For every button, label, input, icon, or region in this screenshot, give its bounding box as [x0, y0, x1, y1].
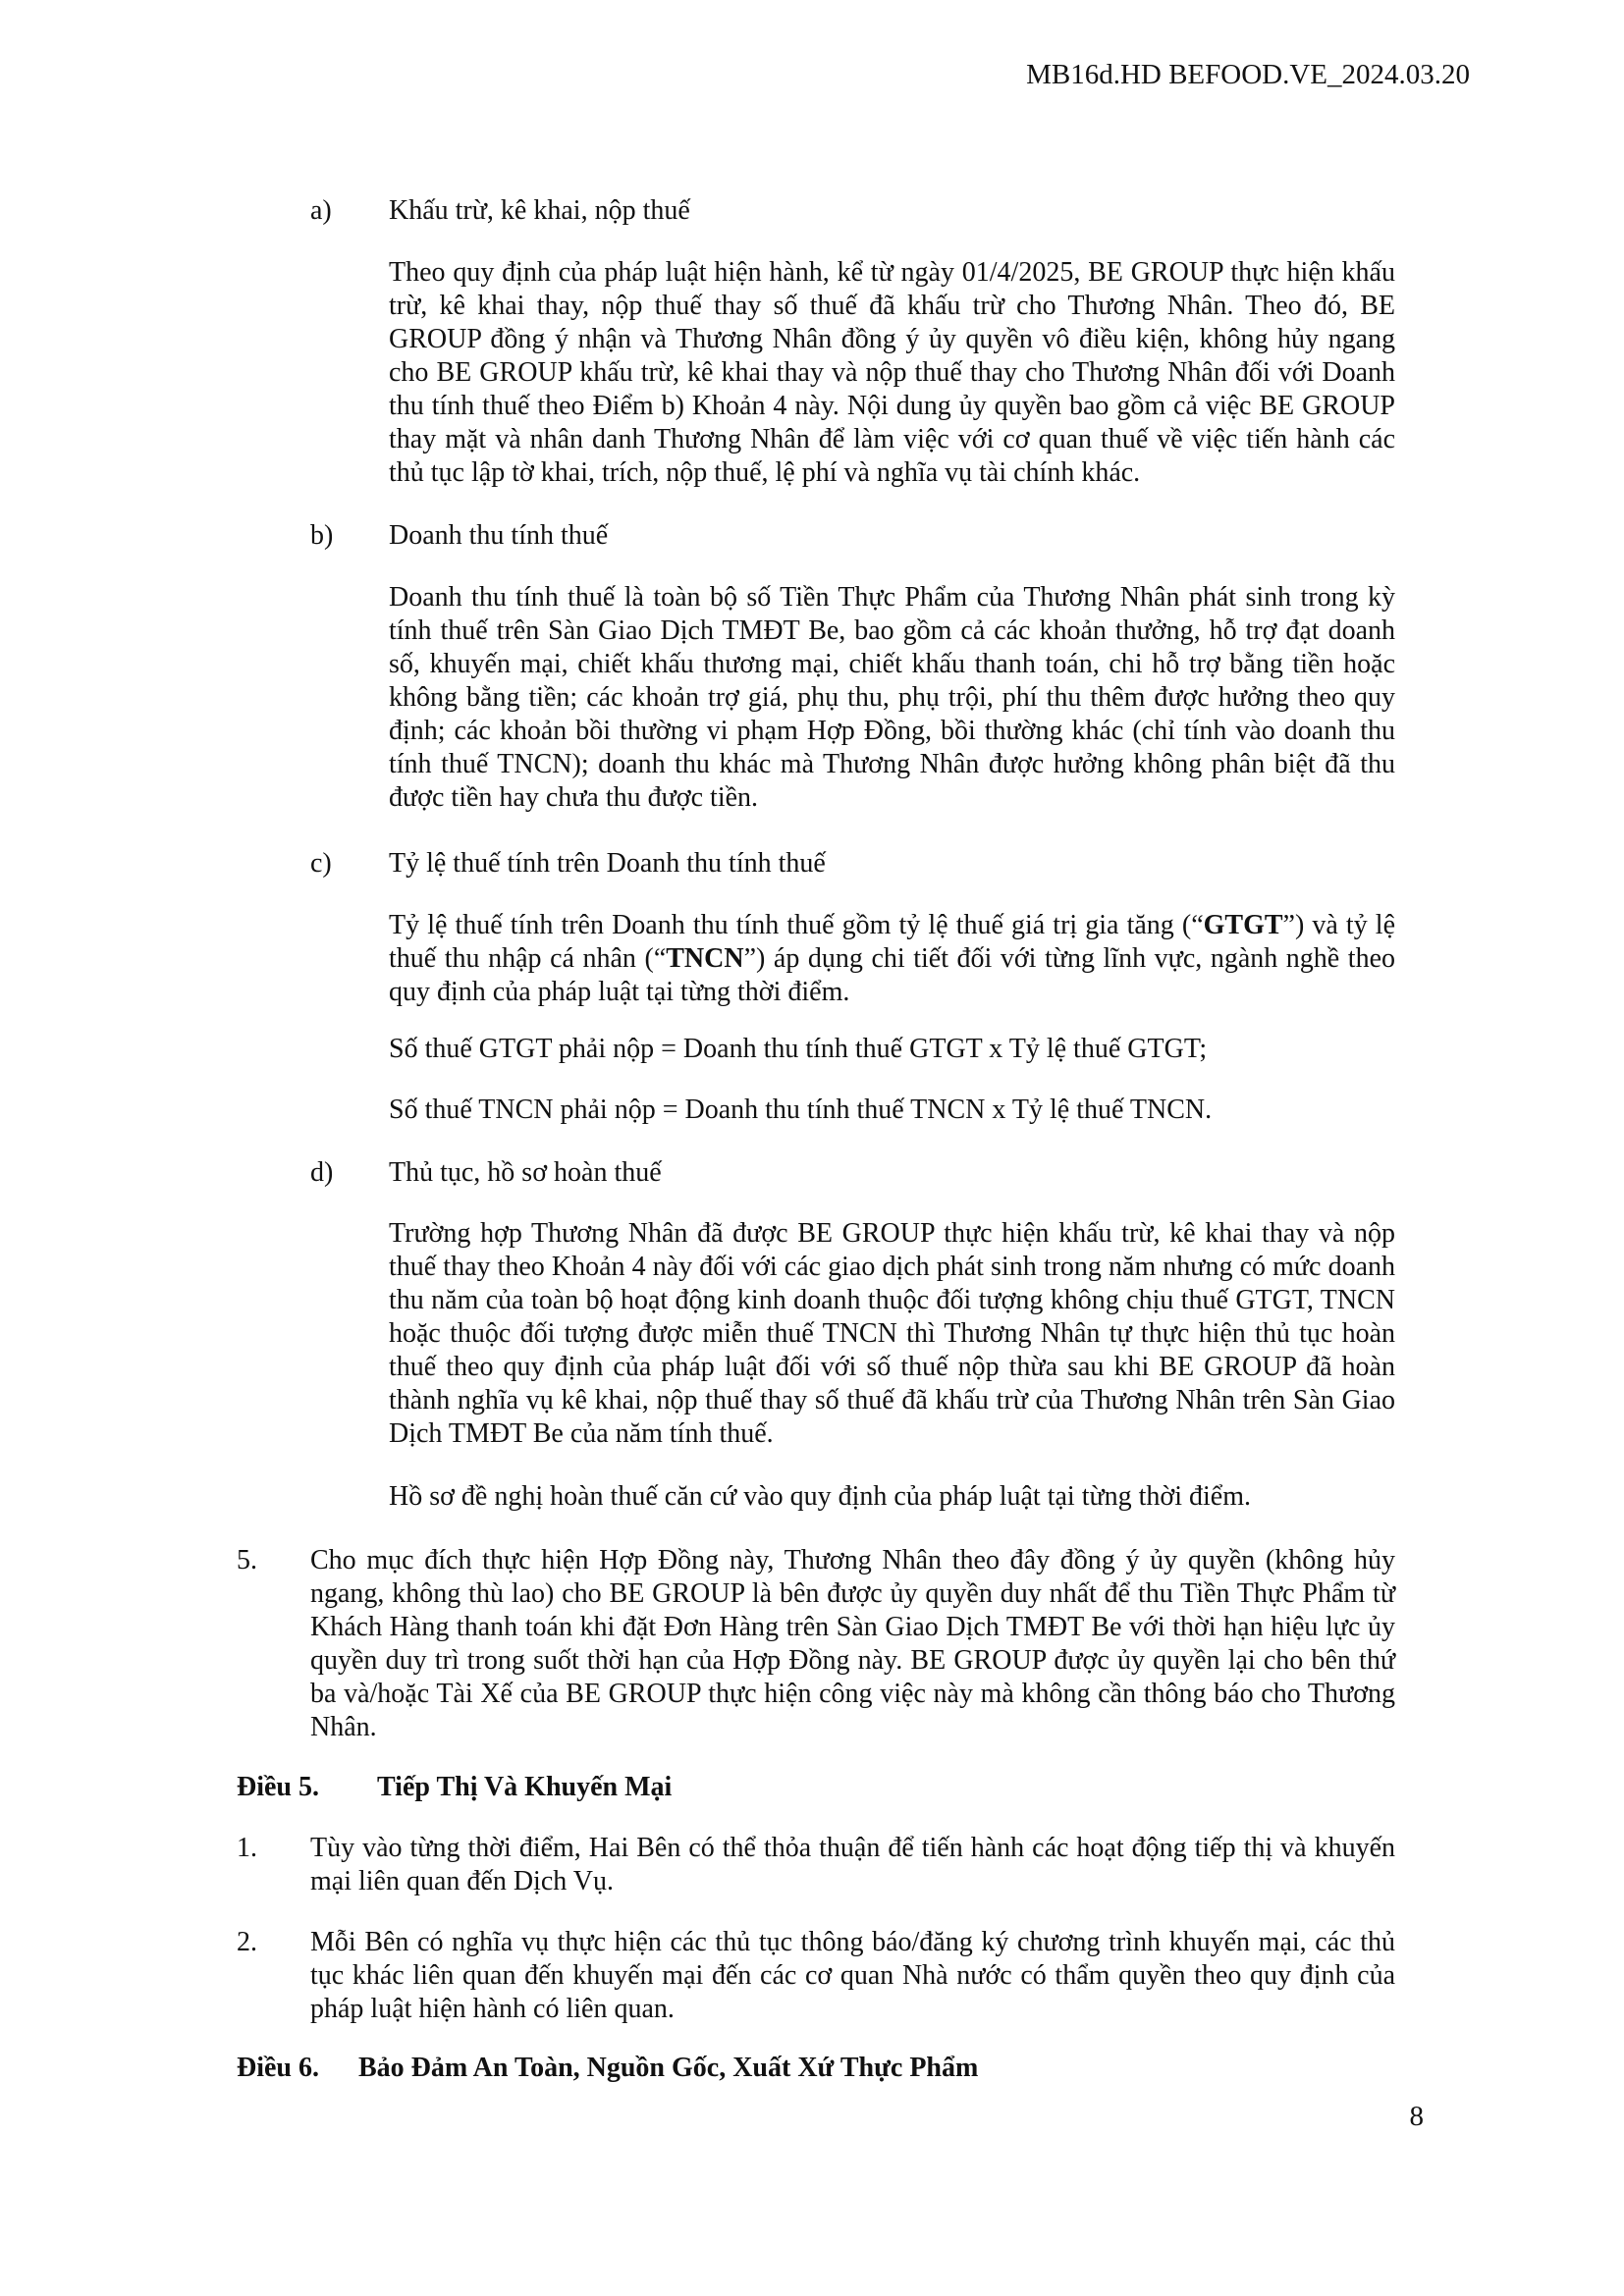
article-5-number: Điều 5. — [237, 1772, 319, 1802]
article-5-item-2-text: Mỗi Bên có nghĩa vụ thực hiện các thủ tục thông báo/đăng ký chương trình khuyến mại, các thủ tục khác liên quan đến khuyến mại đến các cơ quan Nhà nước có thẩm quyền theo quy định của pháp luật hiện hành có liên quan. — [310, 1927, 1395, 2024]
clause-5-text: Cho mục đích thực hiện Hợp Đồng này, Thương Nhân theo đây đồng ý ủy quyền (không hủy ngang, không thù lao) cho BE GROUP là bên được ủy quyền duy nhất để thu Tiền Thực Phẩm từ Khách Hàng thanh toán khi đặt Đơn Hàng trên Sàn Giao Dịch TMĐT Be với thời hạn hiệu lực ủy quyền duy trì trong suốt thời hạn của Hợp Đồng này. BE GROUP được ủy quyền lại cho bên thứ ba và/hoặc Tài Xế của BE GROUP thực hiện công việc này mà không cần thông báo cho Thương Nhân. — [310, 1545, 1395, 1742]
sub-item-c-title: Tỷ lệ thuế tính trên Doanh thu tính thuế — [389, 848, 826, 879]
sub-item-a-paragraph: Theo quy định của pháp luật hiện hành, kể từ ngày 01/4/2025, BE GROUP thực hiện khấu trừ, kê khai thay, nộp thuế thay số thuế đã khấu trừ cho Thương Nhân. Theo đó, BE GROUP đồng ý nhận và Thương Nhân đồng ý ủy quyền vô điều kiện, không hủy ngang cho BE GROUP khấu trừ, kê khai thay và nộp thuế thay cho Thương Nhân đối với Doanh thu tính thuế theo Điểm b) Khoản 4 này. Nội dung ủy quyền bao gồm cả việc BE GROUP thay mặt và nhân danh Thương Nhân để làm việc với cơ quan thuế về việc tiến hành các thủ tục lập tờ khai, trích, nộp thuế, lệ phí và nghĩa vụ tài chính khác. — [389, 257, 1395, 488]
article-5-item-2-number: 2. — [237, 1927, 257, 1957]
tncn-term: TNCN — [666, 943, 744, 974]
sub-item-c-paragraph: Tỷ lệ thuế tính trên Doanh thu tính thuế gồm tỷ lệ thuế giá trị gia tăng (“GTGT”) và tỷ lệ thuế thu nhập cá nhân (“TNCN”) áp dụng chi tiết đối với từng lĩnh vực, ngành nghề theo quy định của pháp luật tại từng thời điểm. — [389, 910, 1395, 1007]
sub-item-b-paragraph: Doanh thu tính thuế là toàn bộ số Tiền Thực Phẩm của Thương Nhân phát sinh trong kỳ tính thuế trên Sàn Giao Dịch TMĐT Be, bao gồm cả các khoản thưởng, hỗ trợ đạt doanh số, khuyến mại, chiết khấu thương mại, chiết khấu thanh toán, chi hỗ trợ bằng tiền hoặc không bằng tiền; các khoản trợ giá, phụ thu, phụ trội, phí thu thêm được hưởng theo quy định; các khoản bồi thường vi phạm Hợp Đồng, bồi thường khác (chỉ tính vào doanh thu tính thuế TNCN); doanh thu khác mà Thương Nhân được hưởng không phân biệt đã thu được tiền hay chưa thu được tiền. — [389, 582, 1395, 813]
gtgt-formula: Số thuế GTGT phải nộp = Doanh thu tính thuế GTGT x Tỷ lệ thuế GTGT; — [389, 1034, 1208, 1064]
sub-item-d-paragraph-2: Hồ sơ đề nghị hoàn thuế căn cứ vào quy định của pháp luật tại từng thời điểm. — [389, 1481, 1251, 1512]
page-number: 8 — [1409, 2101, 1424, 2132]
sub-item-c-label: c) — [310, 848, 332, 879]
clause-5-number: 5. — [237, 1545, 257, 1575]
tncn-formula: Số thuế TNCN phải nộp = Doanh thu tính thuế TNCN x Tỷ lệ thuế TNCN. — [389, 1095, 1213, 1125]
article-5-item-1-number: 1. — [237, 1833, 257, 1863]
article-6-title: Bảo Đảm An Toàn, Nguồn Gốc, Xuất Xứ Thực Phẩm — [358, 2053, 979, 2083]
article-5-title: Tiếp Thị Và Khuyến Mại — [377, 1772, 673, 1802]
sub-item-d-paragraph: Trường hợp Thương Nhân đã được BE GROUP thực hiện khấu trừ, kê khai thay và nộp thuế thay theo Khoản 4 này đối với các giao dịch phát sinh trong năm nhưng có mức doanh thu năm của toàn bộ hoạt động kinh doanh thuộc đối tượng không chịu thuế GTGT, TNCN hoặc thuộc đối tượng được miễn thuế TNCN thì Thương Nhân tự thực hiện thủ tục hoàn thuế theo quy định của pháp luật đối với số thuế nộp thừa sau khi BE GROUP đã hoàn thành nghĩa vụ kê khai, nộp thuế thay số thuế đã khấu trừ của Thương Nhân trên Sàn Giao Dịch TMĐT Be của năm tính thuế. — [389, 1218, 1395, 1449]
sub-item-a-label: a) — [310, 195, 332, 226]
article-6-number: Điều 6. — [237, 2053, 319, 2083]
sub-item-d-title: Thủ tục, hồ sơ hoàn thuế — [389, 1157, 662, 1188]
sub-item-b-title: Doanh thu tính thuế — [389, 520, 609, 551]
sub-item-a-title: Khấu trừ, kê khai, nộp thuế — [389, 195, 690, 226]
document-code: MB16d.HD BEFOOD.VE_2024.03.20 — [1026, 59, 1470, 90]
gtgt-term: GTGT — [1203, 910, 1283, 940]
sub-item-b-label: b) — [310, 520, 334, 551]
sub-item-d-label: d) — [310, 1157, 334, 1188]
article-5-item-1-text: Tùy vào từng thời điểm, Hai Bên có thể thỏa thuận để tiến hành các hoạt động tiếp thị và khuyến mại liên quan đến Dịch Vụ. — [310, 1833, 1395, 1896]
